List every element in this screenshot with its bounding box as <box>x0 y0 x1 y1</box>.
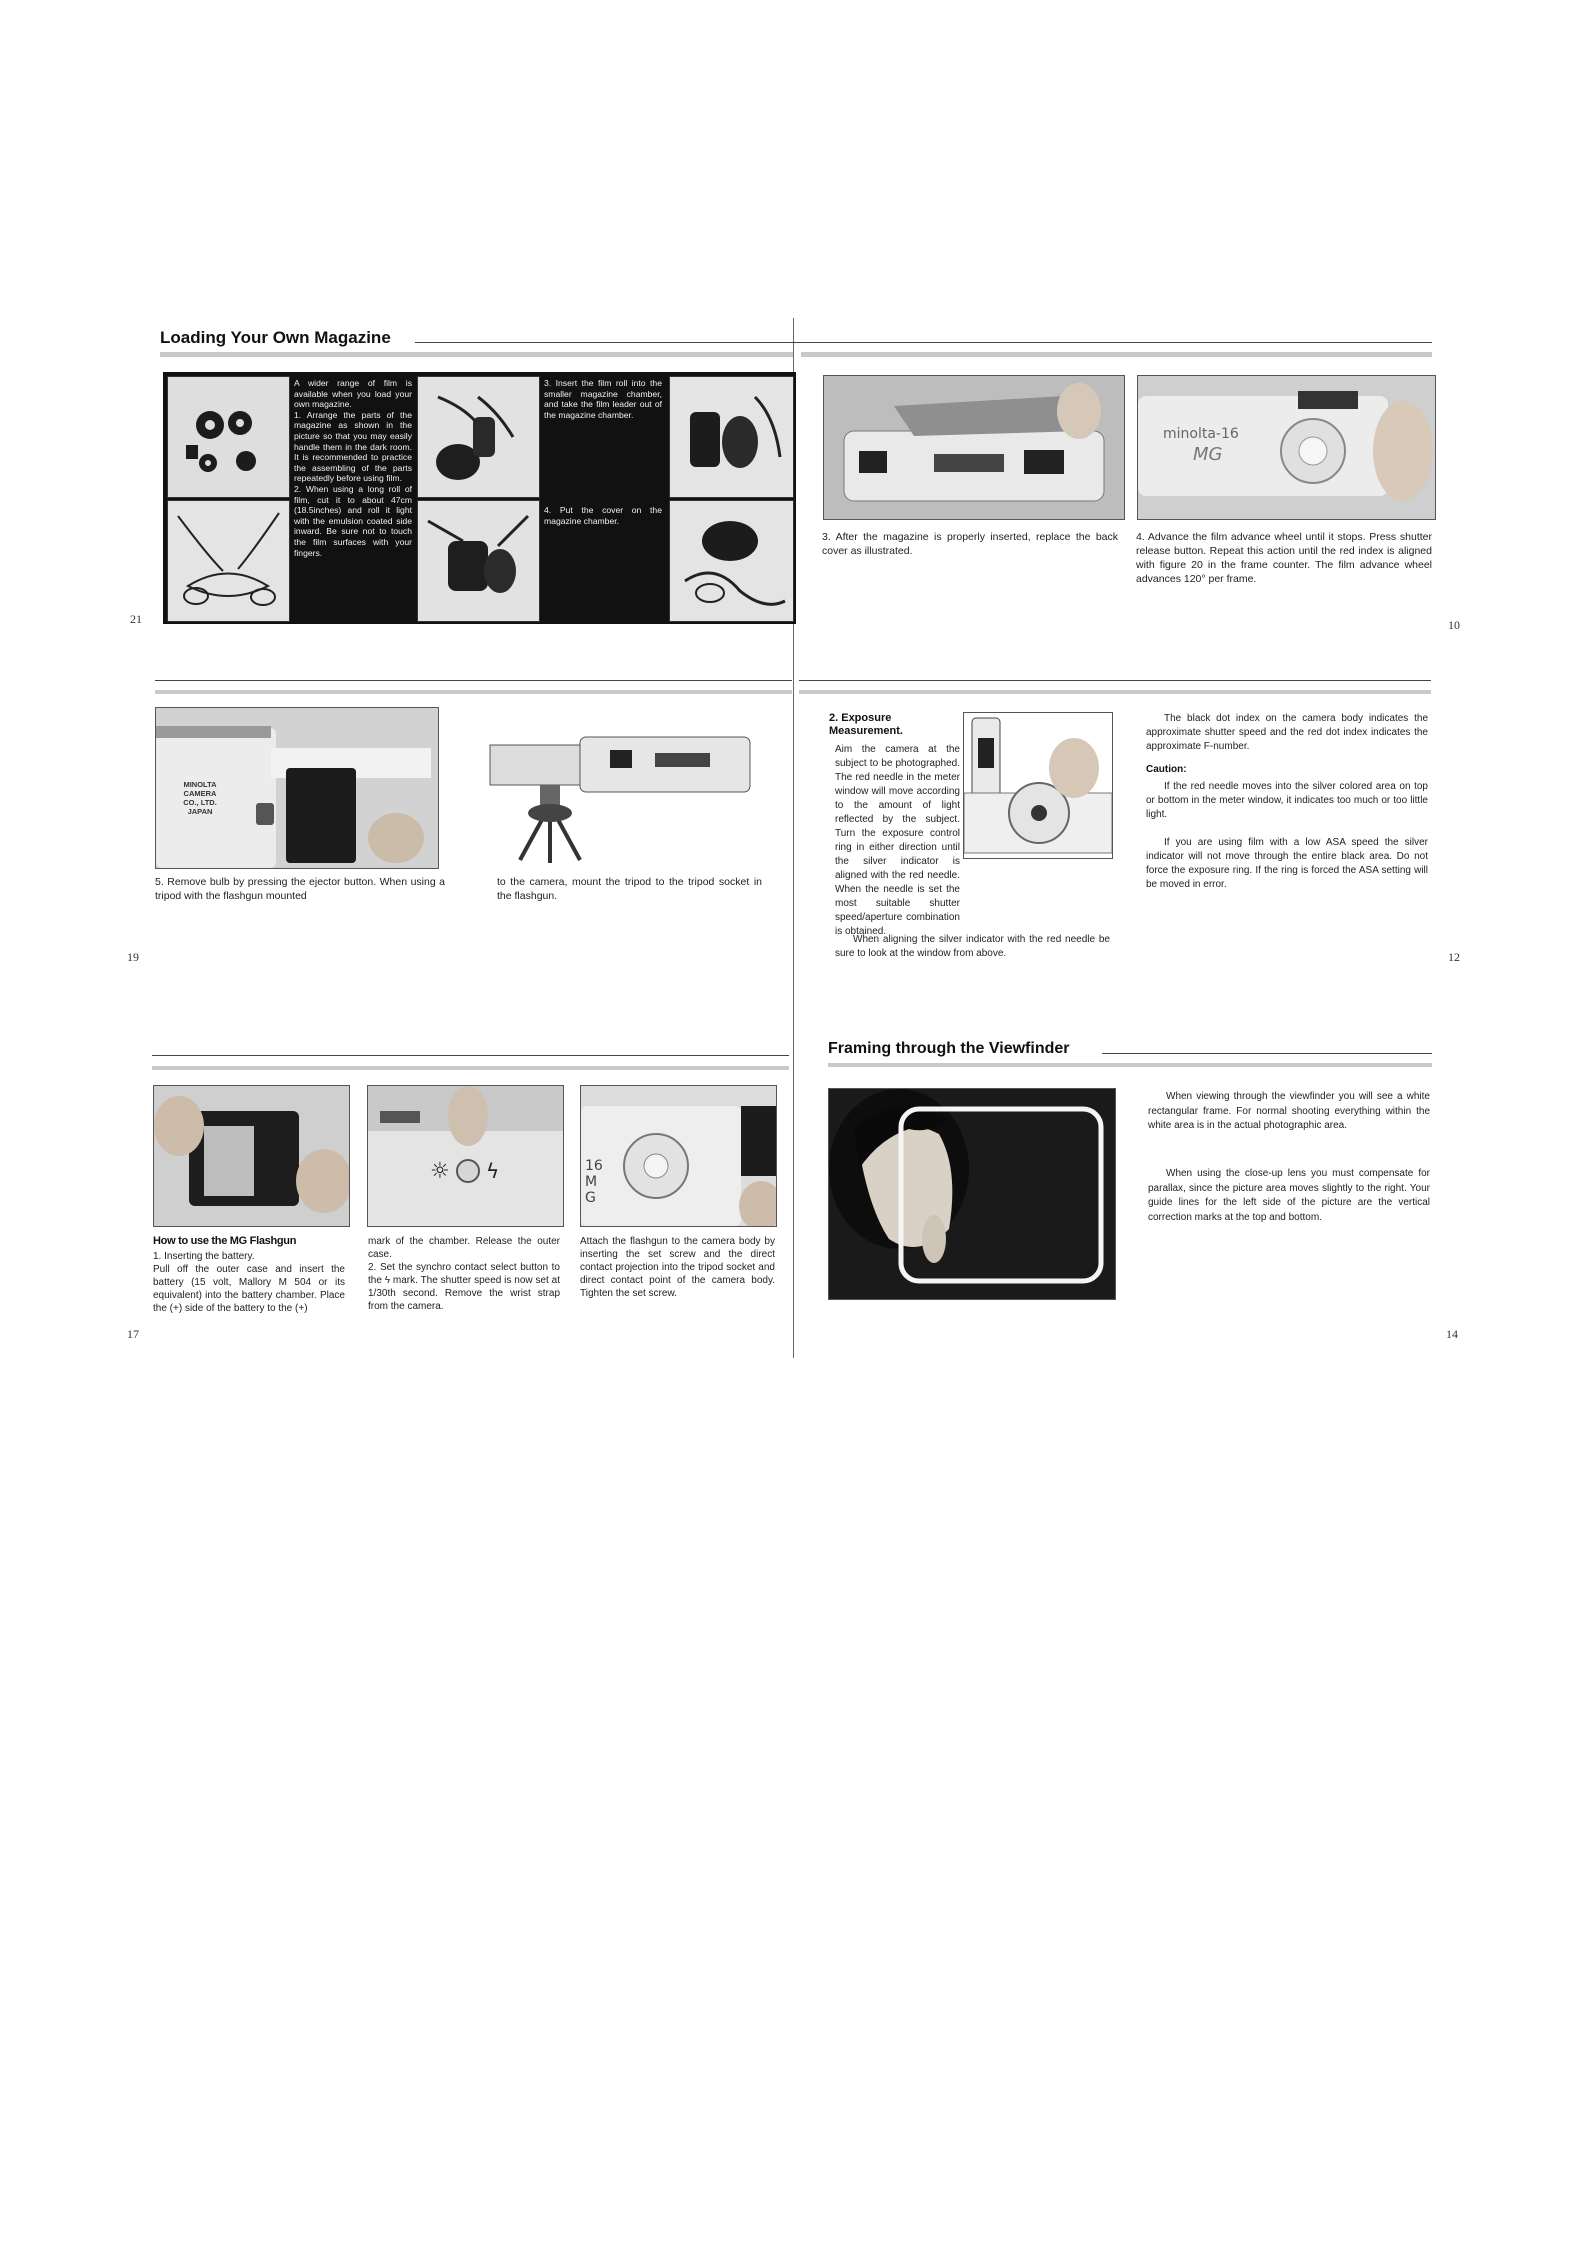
page19-gray-bar <box>155 690 792 694</box>
minolta-label-line-1: MINOLTA <box>183 780 217 789</box>
page-number-10: 10 <box>1448 618 1460 632</box>
exposure-col1-p2: When aligning the silver indicator with the red needle be sure to look at the window from above. <box>835 934 1110 959</box>
bulb-ejector-photo <box>155 707 439 869</box>
meter-window-photo <box>963 712 1113 859</box>
battery-insert-photo <box>153 1085 350 1227</box>
page19-top-rule <box>155 680 792 681</box>
page-number-19: 19 <box>127 950 139 964</box>
magazine-steps-text-1: A wider range of film is available when you load your own magazine. 1. Arrange the parts of the magazine as shown in the picture so that you may easily handle them in the dark room. It is recommended to practice the assembling of the parts repeatedly before using film. 2. When using a long roll of film, cut it to about 47cm (18.5inches) and roll it light with the emulsion coated side inward. Be sure not to touch the film surfaces with your fingers. <box>294 378 412 558</box>
exposure-col1-p1: Aim the camera at the subject to be photographed. The red needle in the meter window will move according to the amount of light reflected by the subject. Turn the exposure control ring in either direction until the silver indicator is aligned with the red needle. When the needle is set the most suitable shutter speed/aperture combination is obtained. <box>835 744 960 937</box>
caution-label: Caution: <box>1146 764 1187 775</box>
magazine-step-4-text: 4. Put the cover on the magazine chamber. <box>544 505 662 526</box>
flashgun-col1: 1. Inserting the battery. Pull off the outer case and insert the battery (15 volt, Mallory M 504 or its equivalent) into the battery chamber. Place the (+) side of the battery to the (+) <box>153 1251 345 1314</box>
film-rolling-photo <box>167 500 290 622</box>
minolta-label-line-3: CO., LTD. <box>183 798 217 807</box>
film-advance-photo <box>1137 375 1436 520</box>
magazine-cover-photo <box>417 500 540 622</box>
magazine-steps-panel <box>163 372 796 624</box>
loading-title: Loading Your Own Magazine <box>160 328 391 347</box>
page-number-17: 17 <box>127 1327 139 1341</box>
svg-text:☼: ☼ <box>430 1159 450 1184</box>
dot-index-text: The black dot index on the camera body indicates the approximate shutter speed and the red dot index indicates the approximate F-number. <box>1146 713 1428 752</box>
viewfinder-p2: When using the close-up lens you must compensate for parallax, since the picture area moves slightly to the right. Your guide lines for the left side of the picture are the vertical correction marks at the top and bottom. <box>1148 1168 1430 1223</box>
page17-gray-bar <box>152 1066 789 1070</box>
viewfinder-p1: When viewing through the viewfinder you will see a white rectangular frame. For normal shooting everything within the white area is in the actual photographic area. <box>1148 1091 1430 1131</box>
page12-gray-bar <box>799 690 1431 694</box>
camera-back-cover-photo <box>823 375 1125 520</box>
flashgun-col3: Attach the flashgun to the camera body by inserting the set screw and the direct contact projection into the tripod socket and direct contact point of the camera body. Tighten the set screw. <box>580 1236 775 1299</box>
viewfinder-frame-photo <box>828 1088 1116 1300</box>
page12-top-rule <box>799 680 1431 681</box>
camera-brand-label: minolta-16 <box>1163 426 1239 442</box>
film-insert-photo <box>417 376 540 498</box>
viewfinder-title: Framing through the Viewfinder <box>828 1040 1070 1057</box>
loading-title-rule <box>415 342 1432 343</box>
tripod-flashgun-photo <box>480 715 760 865</box>
film-leader-photo <box>669 376 794 498</box>
magazine-parts-photo <box>167 376 290 498</box>
flashgun-attach-photo <box>580 1085 777 1227</box>
dial-label: 16 MG <box>585 1158 603 1206</box>
caution-text-1: If the red needle moves into the silver colored area on top or bottom in the meter window, it indicates too much or too little light. <box>1146 781 1428 820</box>
cover-closing-photo <box>669 500 794 622</box>
camera-model-label: MG <box>1193 444 1223 465</box>
caption-tripod: to the camera, mount the tripod to the tripod socket in the flashgun. <box>497 876 762 902</box>
svg-text:ϟ: ϟ <box>486 1159 500 1183</box>
viewfinder-title-rule <box>1102 1053 1432 1054</box>
exposure-heading: 2. Exposure Measurement. <box>829 712 903 737</box>
loading-gray-bar <box>160 352 793 357</box>
caution-text-2: If you are using film with a low ASA speed the silver indicator will not move through the entire black area. Do not force the exposure ring. If the ring is forced the ASA setting will be moved in error. <box>1146 837 1428 890</box>
minolta-label-line-4: JAPAN <box>187 807 213 816</box>
flashgun-heading: How to use the MG Flashgun <box>153 1235 297 1247</box>
caption-step-5: 5. Remove bulb by pressing the ejector button. When using a tripod with the flashgun mounted <box>155 876 445 902</box>
synchro-contact-photo <box>367 1085 564 1227</box>
minolta-label-block <box>170 780 230 816</box>
page14-gray-bar <box>828 1063 1432 1067</box>
page-number-12: 12 <box>1448 950 1460 964</box>
minolta-label-line-2: CAMERA <box>183 789 217 798</box>
flashgun-col2: mark of the chamber. Release the outer case. 2. Set the synchro contact select button to the ϟ mark. The shutter speed is now set at 1/30th second. Remove the wrist strap from the camera. <box>368 1236 560 1312</box>
page10-gray-bar <box>801 352 1432 357</box>
magazine-step-3-text: 3. Insert the film roll into the smaller magazine chamber, and take the film leader out of the magazine chamber. <box>544 378 662 420</box>
caption-step-3: 3. After the magazine is properly inserted, replace the back cover as illustrated. <box>822 531 1118 557</box>
page17-top-rule <box>152 1055 789 1056</box>
caption-step-4: 4. Advance the film advance wheel until it stops. Press shutter release button. Repeat this action until the red index is aligned with figure 20 in the frame counter. The film advance wheel advances 120° per frame. <box>1136 531 1432 585</box>
page-number-14: 14 <box>1446 1327 1458 1341</box>
page-number-21: 21 <box>130 612 142 626</box>
